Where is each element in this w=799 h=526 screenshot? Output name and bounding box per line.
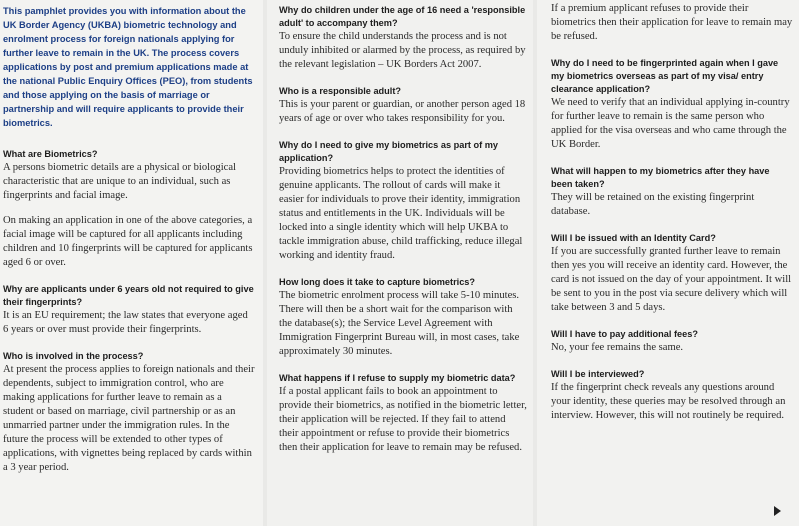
question-fingerprinted-again: Why do I need to be fingerprinted again when I gave my biometrics overseas as part of my visa/ entry clearance application?	[551, 58, 779, 94]
answer-interviewed: If the fingerprint check reveals any questions around your identity, these queries may be resolved through an interview. However, this will not routinely be required.	[551, 382, 786, 421]
question-responsible-adult: Who is a responsible adult?	[279, 86, 402, 96]
question-what-are-biometrics: What are Biometrics?	[3, 149, 98, 159]
question-under-6: Why are applicants under 6 years old not required to give their fingerprints?	[3, 284, 254, 307]
question-interviewed: Will I be interviewed?	[551, 369, 645, 379]
answer-under-6: It is an EU requirement; the law states that everyone aged 6 years or over must provide their fingerprints.	[3, 310, 248, 335]
answer-how-long: The biometric enrolment process will take 5-10 minutes. There will then be a short wait for the comparison with the database(s); the Service Level Agreement with Immigration Fingerprint Bureau will, in most cases, take approximately 30 minutes.	[279, 290, 520, 357]
answer-after-taken: They will be retained on the existing fingerprint database.	[551, 192, 755, 217]
question-why-give-biometrics: Why do I need to give my biometrics as part of my application?	[279, 140, 499, 163]
question-additional-fees: Will I have to pay additional fees?	[551, 329, 698, 339]
intro-paragraph: This pamphlet provides you with information about the UK Border Agency (UKBA) biometric technology and enrolment process for foreign nationals applying for further leave to remain in the UK. The process covers applications by post and premium applications made at the national Public Enquiry Offices (PEO), from students and those applying on the basis of marriage or partnership and will require applicants to provide their biometrics.	[3, 6, 253, 128]
answer-why-give-biometrics: Providing biometrics helps to protect the identities of genuine applicants. The rollout of cards will make it easier for individuals to prove their identity, immigration status and entitlements in the UK. Individuals will be locked into a single identity which will help UKBA to tackle immigration abuse, child trafficking, reduce illegal working and identity fraud.	[279, 166, 523, 261]
question-identity-card: Will I be issued with an Identity Card?	[551, 233, 716, 243]
question-after-taken: What will happen to my biometrics after they have been taken?	[551, 166, 770, 189]
column-1	[0, 0, 263, 526]
answer-facial-image-capture: On making an application in one of the above categories, a facial image will be captured for all applicants including children and 10 fingerprints will be captured for applicants aged 6 or over.	[3, 215, 253, 268]
answer-additional-fees: No, your fee remains the same.	[551, 342, 684, 353]
answer-premium-refuse: If a premium applicant refuses to provide their biometrics then their application for leave to remain may be refused.	[551, 3, 793, 42]
answer-responsible-adult: This is your parent or guardian, or another person aged 18 years of age or over who takes responsibility for you.	[279, 99, 526, 124]
next-page-arrow-icon	[774, 506, 781, 516]
answer-identity-card: If you are successfully granted further leave to remain then yes you will receive an identity card. However, the card is not issued on the day of your appointment. It will be sent to you in the post via secure delivery which will take between 3 and 5 days.	[551, 246, 792, 313]
question-who-is-involved: Who is involved in the process?	[3, 351, 144, 361]
answer-fingerprinted-again: We need to verify that an individual applying in-country for further leave to remain is the same person who applied for the visa overseas and who came through the UK Border.	[551, 97, 790, 150]
column-2	[267, 0, 533, 526]
answer-what-are-biometrics: A persons biometric details are a physical or biological characteristic that are unique to an individual, such as fingerprints and facial image.	[3, 162, 236, 201]
question-children-under-16: Why do children under the age of 16 need a 'responsible adult' to accompany them?	[279, 5, 526, 28]
answer-who-is-involved: At present the process applies to foreign nationals and their dependents, subject to immigration control, who are making applications for further leave to remain as a student or based on marriage, civil partnership or as an unmarried partner under the immigration rules. In the future the process will be extended to other types of applications, with vignettes being replaced by cards within a 3 year period.	[3, 364, 255, 473]
question-refuse: What happens if I refuse to supply my biometric data?	[279, 373, 516, 383]
answer-refuse: If a postal applicant fails to book an appointment to provide their biometrics, as notified in the biometric letter, their application will be rejected. If they fail to attend their appointment or refuse to provide their biometrics then their application for leave to remain may be refused.	[279, 386, 527, 453]
column-3	[537, 0, 799, 526]
answer-children-under-16: To ensure the child understands the process and is not unduly inhibited or alarmed by the process, as required by the relevant legislation – UK Borders Act 2007.	[279, 31, 526, 70]
question-how-long: How long does it take to capture biometrics?	[279, 277, 476, 287]
